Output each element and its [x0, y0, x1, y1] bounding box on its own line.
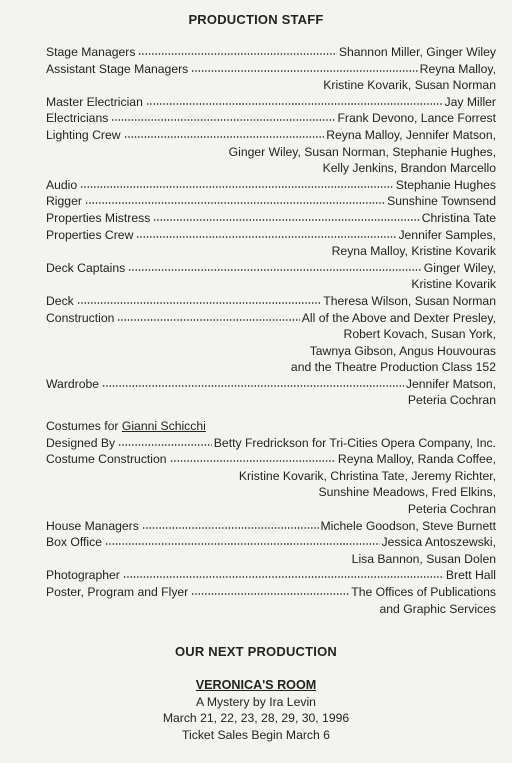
credit-assistant-stage-managers — [46, 61, 496, 78]
credit-names: Shannon Miller, Ginger Wiley — [338, 45, 496, 59]
credit-role: Properties Crew — [46, 227, 134, 242]
credit-house-managers — [46, 518, 496, 535]
credit-names: Sunshine Townsend — [387, 194, 496, 209]
credit-names-continued: Sunshine Meadows, Fred Elkins, — [318, 485, 496, 500]
section-spacer — [46, 409, 496, 418]
credit-electricians — [46, 110, 496, 127]
credit-names-continued: and Graphic Services — [379, 601, 496, 616]
next-show-title: VERONICA'S ROOM — [195, 678, 317, 692]
dot-leader — [191, 584, 349, 596]
credit-role: Audio — [46, 177, 78, 192]
credit-role: Deck — [46, 293, 74, 308]
credit-role: Construction — [46, 310, 115, 325]
credit-names: Michele Goodson, Steve Burnett — [320, 518, 496, 533]
credit-role: Lighting Crew — [46, 127, 121, 142]
credit-names: Ginger Wiley, — [423, 260, 496, 275]
credit-role: House Managers — [46, 518, 139, 533]
credit-names-continued: Kelly Jenkins, Brandon Marcello — [322, 161, 496, 176]
credit-role: Photographer — [46, 568, 120, 583]
credit-properties-crew — [46, 227, 496, 244]
dot-leader — [80, 177, 394, 189]
dot-leader — [124, 127, 325, 139]
credit-role: Designed By — [46, 435, 116, 450]
dot-leader — [117, 310, 299, 322]
credit-properties-mistress — [46, 210, 496, 227]
dot-leader — [191, 61, 417, 73]
credit-names-continued: Kristine Kovarik, Susan Norman — [323, 78, 496, 93]
credit-names-continued: and the Theatre Production Class 152 — [290, 360, 496, 375]
credit-names: Reyna Malloy, Jennifer Matson, — [326, 127, 496, 142]
credit-names-continued: Reyna Malloy, Kristine Kovarik — [331, 244, 496, 259]
credit-role: Rigger — [46, 194, 82, 209]
credit-names: Christina Tate — [421, 210, 496, 225]
credit-construction — [46, 310, 496, 327]
credit-names: Reyna Malloy, Randa Coffee, — [337, 452, 496, 467]
credit-photographer — [46, 567, 496, 584]
dot-leader — [77, 293, 321, 305]
credit-names: Brett Hall — [445, 568, 496, 583]
credit-names: All of the Above and Dexter Presley, — [301, 310, 496, 325]
credit-rigger — [46, 193, 496, 210]
credit-names-continued: Kristine Kovarik — [411, 277, 496, 292]
credit-role: Properties Mistress — [46, 210, 151, 225]
dot-leader — [138, 44, 336, 56]
next-show-subtitle: A Mystery by Ira Levin — [196, 694, 316, 709]
credit-names: Jennifer Samples, — [398, 227, 496, 242]
dot-leader — [105, 534, 380, 546]
credit-names-continued: Peteria Cochran — [407, 393, 496, 408]
production-staff-list — [46, 44, 496, 617]
credit-deck — [46, 293, 496, 310]
dot-leader — [102, 376, 404, 388]
credit-wardrobe — [46, 376, 496, 393]
dot-leader — [128, 260, 421, 272]
credit-names: Stephanie Hughes — [395, 177, 496, 192]
credit-names: Theresa Wilson, Susan Norman — [323, 293, 496, 308]
credit-names-continued: Ginger Wiley, Susan Norman, Stephanie Hughes, — [228, 144, 496, 159]
credit-names-continued: Robert Kovach, Susan York, — [343, 327, 496, 342]
credit-lighting-crew — [46, 127, 496, 144]
credit-role: Master Electrician — [46, 94, 143, 109]
credit-names: Frank Devono, Lance Forrest — [337, 111, 496, 126]
credit-role: Poster, Program and Flyer — [46, 585, 189, 599]
dot-leader — [111, 110, 335, 122]
credit-names-continued: Lisa Bannon, Susan Dolen — [351, 551, 496, 566]
credit-deck-captains — [46, 260, 496, 277]
dot-leader — [118, 435, 212, 447]
dot-leader — [123, 567, 444, 579]
credit-role: Stage Managers — [46, 45, 136, 59]
credit-role: Wardrobe — [46, 376, 100, 391]
credit-costume-construction — [46, 451, 496, 468]
dot-leader — [170, 451, 336, 463]
dot-leader — [153, 210, 419, 222]
credit-role: Costume Construction — [46, 452, 167, 467]
costumes-for-line — [46, 418, 496, 435]
costumes-for-prefix: Costumes for — [46, 419, 122, 434]
credit-poster-program-flyer — [46, 584, 496, 601]
credit-stage-managers — [46, 44, 496, 61]
credit-names-continued: Kristine Kovarik, Christina Tate, Jeremy Richter, — [238, 468, 496, 483]
dot-leader — [146, 94, 443, 106]
production-staff-heading: PRODUCTION STAFF — [188, 12, 324, 27]
credit-role: Deck Captains — [46, 260, 126, 275]
credit-audio — [46, 177, 496, 194]
opera-title: Gianni Schicchi — [121, 419, 206, 434]
next-production-info — [0, 677, 512, 743]
credit-names: Reyna Malloy, — [419, 61, 496, 76]
credit-master-electrician — [46, 94, 496, 111]
dot-leader — [136, 227, 396, 239]
credit-names: Jessica Antoszewski, — [381, 535, 496, 550]
credit-names: Jay Miller — [444, 94, 496, 109]
credit-names: Jennifer Matson, — [405, 376, 496, 391]
credit-role: Assistant Stage Managers — [46, 61, 189, 76]
credit-names: The Offices of Publications — [351, 585, 496, 599]
next-production-heading: OUR NEXT PRODUCTION — [175, 644, 337, 659]
next-show-dates: March 21, 22, 23, 28, 29, 30, 1996 — [162, 711, 350, 726]
credit-role: Box Office — [46, 535, 102, 550]
credit-names-continued: Peteria Cochran — [407, 502, 496, 517]
next-show-tickets: Ticket Sales Begin March 6 — [182, 727, 330, 742]
credit-names: Betty Fredrickson for Tri-Cities Opera Company, Inc. — [213, 435, 496, 450]
credit-names-continued: Tawnya Gibson, Angus Houvouras — [309, 343, 496, 358]
dot-leader — [142, 518, 319, 530]
credit-role: Electricians — [46, 111, 109, 126]
credit-box-office — [46, 534, 496, 551]
credit-designed-by — [46, 435, 496, 452]
dot-leader — [85, 193, 385, 205]
